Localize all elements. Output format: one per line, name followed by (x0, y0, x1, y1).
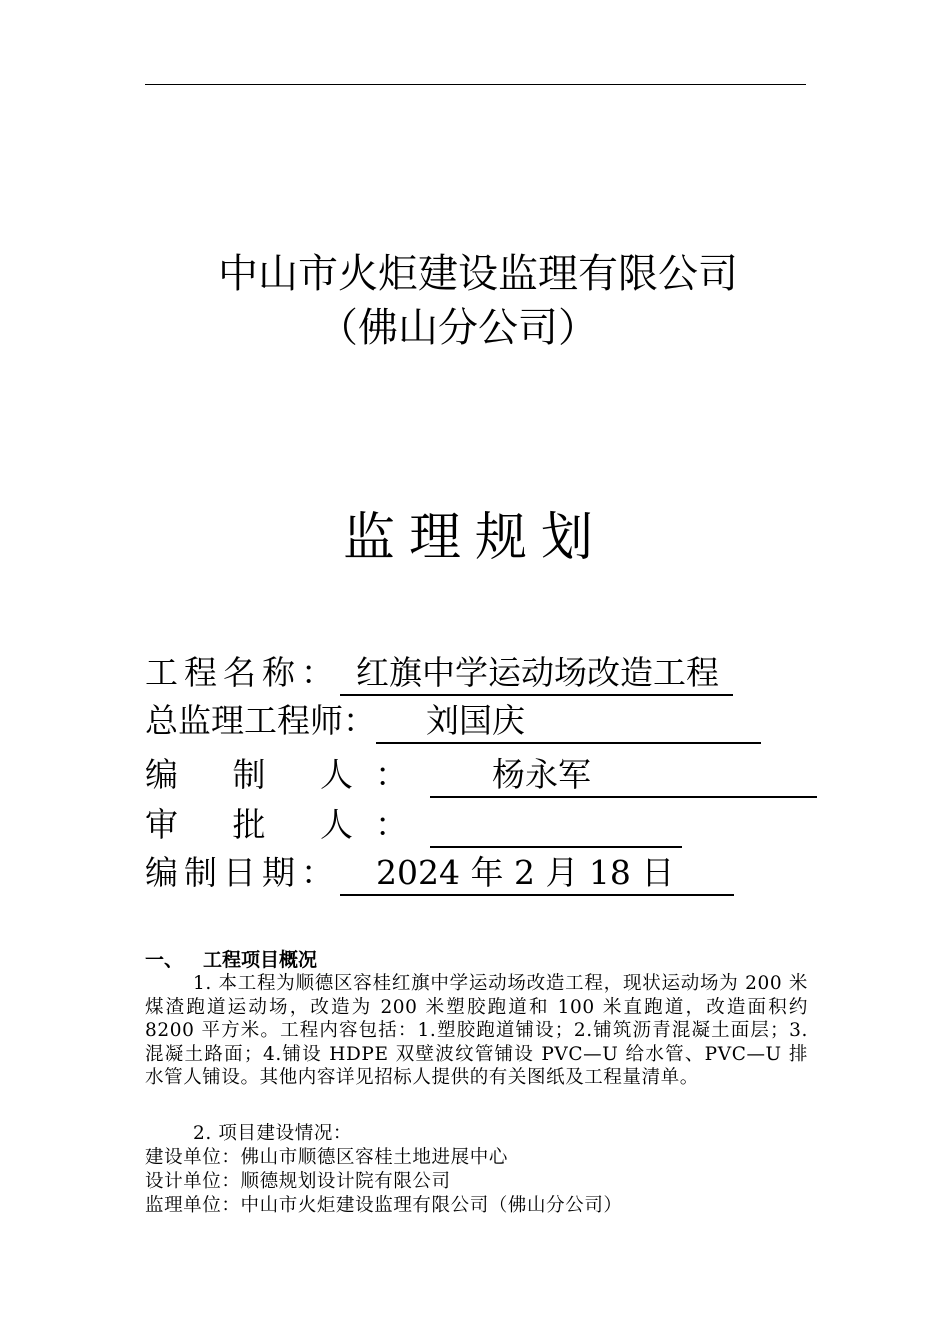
field-project-name (145, 650, 733, 696)
section-heading (145, 948, 317, 972)
field-label: 工程名称： (145, 653, 340, 692)
subheading: 2. 项目建设情况： (193, 1123, 353, 1144)
field-label: 编 制 人： (145, 755, 430, 794)
header-rule (145, 84, 806, 85)
unit-row-designer (145, 1170, 451, 1194)
section-number: 一、 (145, 949, 184, 971)
unit-value: 顺德规划设计院有限公司 (240, 1171, 451, 1192)
unit-label: 监理单位： (145, 1195, 241, 1216)
unit-label: 设计单位： (145, 1171, 241, 1192)
document-title: 监理规划 (342, 508, 607, 568)
field-value: 2024 年 2 月 18 日 (340, 852, 734, 896)
unit-label: 建设单位： (145, 1147, 241, 1168)
unit-value: 佛山市顺德区容桂土地进展中心 (240, 1147, 508, 1168)
unit-value: 中山市火炬建设监理有限公司（佛山分公司） (240, 1195, 623, 1216)
field-approver (145, 802, 682, 848)
company-name: 中山市火炬建设监理有限公司 (218, 251, 738, 297)
field-label: 编制日期： (145, 853, 340, 892)
field-label: 总监理工程师： (145, 701, 376, 740)
field-date (145, 850, 734, 896)
field-value: 红旗中学运动场改造工程 (340, 652, 733, 696)
field-chief-engineer (145, 698, 761, 744)
field-value (430, 804, 682, 848)
unit-row-owner (145, 1146, 508, 1170)
unit-row-supervisor (145, 1194, 623, 1218)
field-compiler (145, 752, 817, 798)
project-description: 1. 本工程为顺德区容桂红旗中学运动场改造工程，现状运动场为 200 米煤渣跑道运动场，改造为 200 米塑胶跑道和 100 米直跑道，改造面积约 8200 平方米。工程内容包括：1.塑胶跑道铺设；2.铺筑沥青混凝土面层；3.混凝土路面；4.铺设 HDPE 双壁波纹管铺设 PVC—U 给水管、PVC—U 排水管人铺设。其他内容详见招标人提供的有关图纸及工程量清单。 (145, 973, 808, 1088)
field-value: 刘国庆 (376, 700, 761, 744)
field-value: 杨永军 (430, 754, 817, 798)
branch-name: （佛山分公司） (318, 305, 598, 351)
field-label: 审 批 人： (145, 805, 430, 844)
section-title: 工程项目概况 (203, 949, 318, 971)
